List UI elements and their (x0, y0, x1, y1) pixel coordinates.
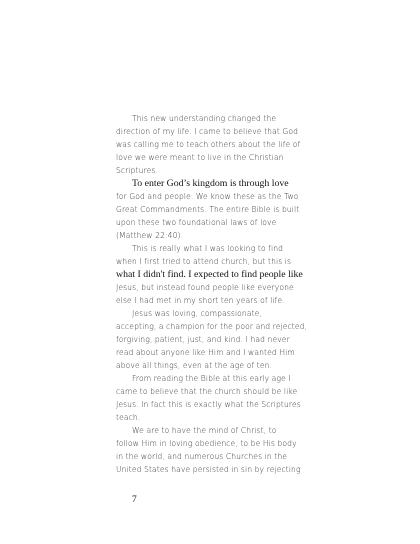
text-line: what I didn't find. I expected to find people like (116, 269, 303, 280)
text-line: To enter God’s kingdom is through love (132, 178, 289, 189)
text-line: Jesus, but instead found people like everyone (116, 283, 294, 292)
text-line: United States have persisted in sin by rejecting (116, 465, 301, 474)
text-line: forgiving, patient, just, and kind. I had never (116, 335, 290, 344)
page-number: 7 (132, 495, 137, 505)
text-line: when I first tried to attend church, but this is (116, 257, 292, 266)
text-line: else I had met in my short ten years of life. (116, 296, 285, 305)
text-line: From reading the Bible at this early age I (132, 374, 291, 383)
text-line: We are to have the mind of Christ, to (132, 426, 277, 435)
text-line: This new understanding changed the (132, 114, 277, 123)
text-line: was calling me to teach others about the life of (116, 140, 301, 149)
text-line: This is really what I was looking to find (132, 244, 284, 253)
text-line: upon these two foundational laws of love (116, 218, 277, 227)
text-line: read about anyone like Him and I wanted Him (116, 348, 295, 357)
text-line: teach. (116, 413, 141, 422)
text-line: came to believe that the church should be like (116, 387, 298, 396)
text-line: Jesus was loving, compassionate, (132, 309, 262, 318)
text-line: direction of my life. I came to believe that God (116, 127, 299, 136)
text-line: Jesus. In fact this is exactly what the Scriptures (116, 400, 301, 409)
text-line: accepting, a champion for the poor and rejected, (116, 322, 308, 331)
text-line: (Matthew 22:40). (116, 231, 184, 240)
text-line: Great Commandments. The entire Bible is built (116, 205, 300, 214)
text-line: love we were meant to live in the Christian (116, 153, 284, 162)
text-line: Scriptures. (116, 166, 158, 175)
text-line: follow Him in loving obedience, to be His body (116, 439, 297, 448)
text-line: in the world, and numerous Churches in the (116, 452, 288, 461)
body-text (116, 112, 356, 476)
text-line: above all things, even at the age of ten. (116, 361, 273, 370)
text-line: for God and people. We know these as the Two (116, 192, 299, 201)
